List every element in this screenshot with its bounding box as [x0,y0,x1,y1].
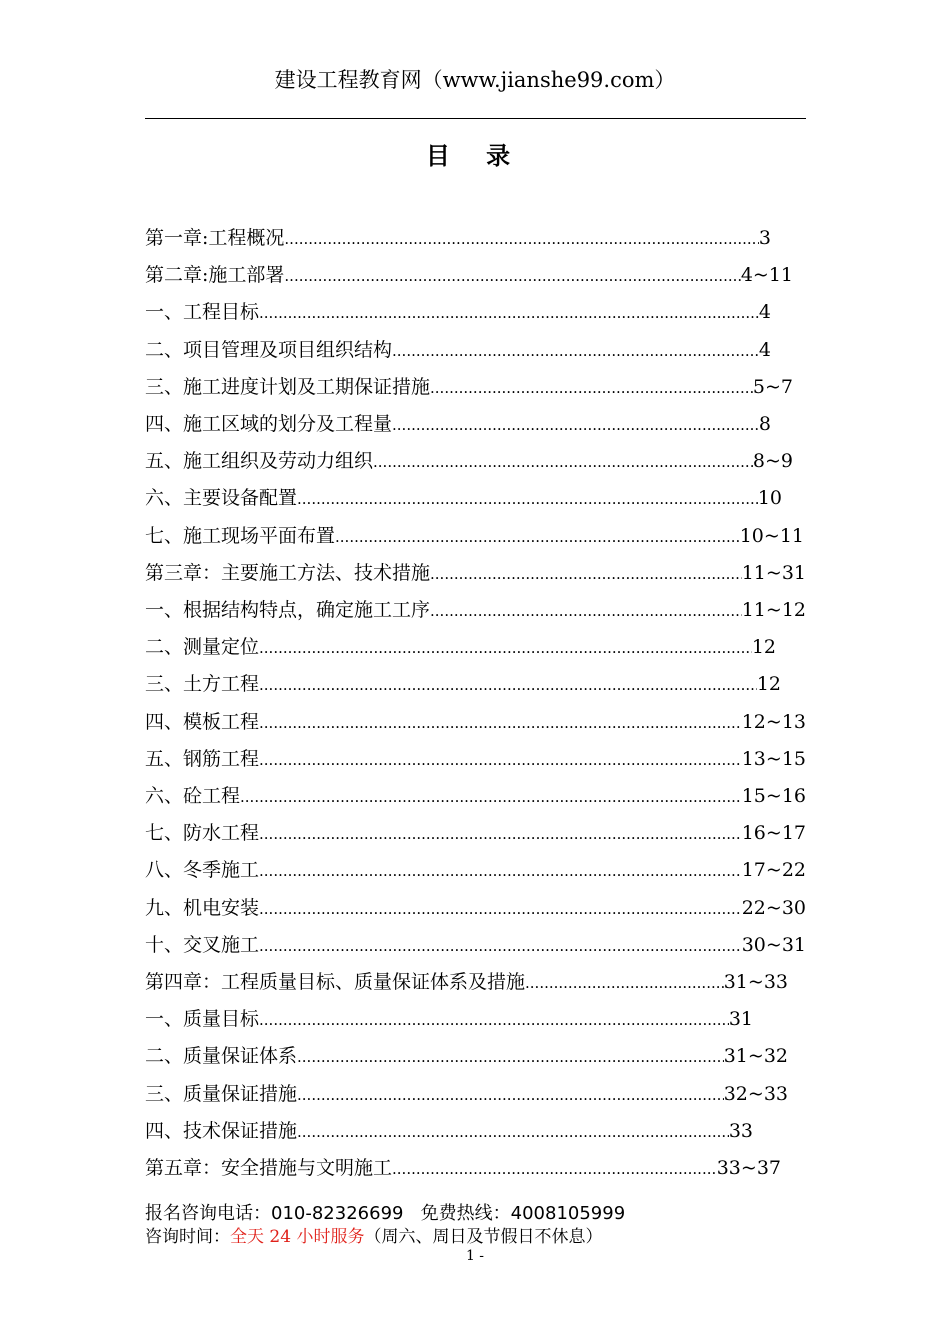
page-number: 1 - [465,1248,485,1264]
toc-dot-leader [259,742,742,778]
toc-dot-leader [297,1114,729,1150]
toc-entry[interactable] [145,257,793,293]
toc-entry-label: 九、机电安装 [145,896,260,919]
hotline-label: 免费热线： [420,1203,511,1224]
toc-entry[interactable] [145,294,771,330]
hours-highlight: 全天 24 小时服务 [230,1227,365,1247]
toc-entry-label: 二、项目管理及项目组织结构 [145,338,393,361]
toc-dot-leader [430,593,742,629]
toc-dot-leader [297,1039,724,1075]
toc-dot-leader [259,853,742,889]
toc-dot-leader [392,333,759,369]
toc-dot-leader [259,891,742,927]
toc-entry-page: 4~11 [740,264,793,287]
toc-entry-page: 8 [758,413,771,435]
toc-entry[interactable] [145,1001,753,1037]
hours-note: （周六、周日及节假日不休息） [364,1227,603,1247]
toc-entry-label: 三、施工进度计划及工期保证措施 [145,375,431,398]
toc-dot-leader [392,407,759,443]
toc-entry-label: 五、钢筋工程 [145,747,260,770]
toc-entry-label: 四、模板工程 [145,710,260,733]
toc-dot-leader [259,295,759,331]
toc-entry[interactable] [145,332,771,368]
toc-entry-label: 三、质量保证措施 [145,1082,298,1105]
toc-entry-label: 第二章:施工部署 [145,264,285,287]
toc-entry[interactable] [145,815,806,851]
toc-entry-page: 31~32 [723,1045,788,1068]
toc-entry[interactable] [145,704,806,740]
toc-entry[interactable] [145,1038,788,1074]
toc-entry-label: 一、质量目标 [145,1008,260,1031]
toc-entry[interactable] [145,927,806,963]
toc-entry-label: 第五章：安全措施与文明施工 [145,1157,393,1179]
toc-entry-page: 33~37 [716,1157,781,1179]
toc-entry-label: 二、测量定位 [145,636,260,659]
toc-entry-page: 32~33 [723,1082,788,1105]
document-footer [145,1202,806,1248]
toc-entry-page: 10 [757,487,782,510]
toc-entry-label: 第三章：主要施工方法、技术措施 [145,561,431,584]
toc-dot-leader [297,481,758,517]
toc-entry[interactable] [145,852,806,888]
toc-entry-page: 10~11 [739,524,804,547]
footer-contact-line [145,1202,806,1226]
toc-entry[interactable] [145,443,793,479]
toc-dot-leader [430,370,753,406]
toc-dot-leader [297,1077,724,1113]
toc-entry-page: 16~17 [741,822,806,845]
toc-entry-label: 二、质量保证体系 [145,1045,298,1068]
toc-entry-page: 11~12 [741,599,806,621]
toc-entry[interactable] [145,592,806,628]
toc-dot-leader [240,779,742,815]
toc-entry-page: 8~9 [752,450,793,473]
toc-entry-page: 5~7 [752,375,793,398]
toc-entry-label: 七、防水工程 [145,822,260,845]
toc-entry[interactable] [145,555,806,591]
toc-entry[interactable] [145,369,793,405]
toc-entry-page: 12~13 [741,710,806,733]
toc-entry-page: 31~33 [723,971,788,993]
toc-entry[interactable] [145,778,806,814]
toc-dot-leader [335,519,740,555]
toc-entry-label: 第四章：工程质量目标、质量保证体系及措施 [145,971,526,993]
toc-entry[interactable] [145,1150,781,1186]
toc-dot-leader [259,928,742,964]
toc-entry[interactable] [145,1076,788,1112]
toc-dot-leader [284,221,759,257]
toc-entry[interactable] [145,741,806,777]
toc-entry-label: 七、施工现场平面布置 [145,524,336,547]
toc-entry-label: 一、根据结构特点，确定施工工序 [145,599,431,621]
toc-entry-page: 33 [728,1119,753,1142]
toc-entry[interactable] [145,518,804,554]
document-header: 建设工程教育网（www.jianshe99.com） [274,68,676,92]
toc-entry-page: 12 [756,673,781,696]
header-divider [145,118,806,119]
toc-entry-label: 四、施工区域的划分及工程量 [145,413,393,435]
toc-entry[interactable] [145,480,782,516]
toc-entry-page: 12 [751,636,776,659]
toc-dot-leader [373,444,753,480]
toc-entry-page: 31 [728,1008,753,1031]
toc-dot-leader [259,1002,729,1038]
footer-hours-line [145,1226,806,1248]
toc-entry-label: 一、工程目标 [145,301,260,324]
toc-dot-leader [259,705,742,741]
toc-entry-label: 六、主要设备配置 [145,487,298,510]
toc-dot-leader [259,630,752,666]
toc-entry-page: 13~15 [741,747,806,770]
toc-entry[interactable] [145,1113,753,1149]
hotline-number: 4008105999 [510,1203,626,1224]
toc-entry-page: 4 [758,301,771,324]
toc-dot-leader [525,965,724,1001]
toc-entry-page: 15~16 [741,785,806,807]
toc-entry-page: 11~31 [741,561,806,584]
toc-entry-label: 三、土方工程 [145,673,260,696]
toc-entry-page: 17~22 [741,859,806,882]
toc-entry-label: 六、砼工程 [145,785,241,807]
phone-number: 010-82326699 [271,1203,404,1224]
toc-dot-leader [259,816,742,852]
toc-entry[interactable] [145,964,788,1000]
toc-entry-label: 八、冬季施工 [145,859,260,882]
page-title: 目 录 [425,141,525,170]
toc-dot-leader [430,556,742,592]
toc-entry-label: 十、交叉施工 [145,933,260,956]
toc-entry-page: 30~31 [741,933,806,956]
toc-dot-leader [284,258,740,294]
toc-entry-page: 22~30 [741,896,806,919]
toc-entry-page: 3 [758,227,771,249]
toc-entry[interactable] [145,629,776,665]
toc-entry[interactable] [145,666,781,702]
toc-entry[interactable] [145,890,806,926]
toc-entry-page: 4 [758,338,771,361]
toc-entry[interactable] [145,220,771,256]
toc-dot-leader [259,667,757,703]
toc-entry-label: 四、技术保证措施 [145,1119,298,1142]
toc-dot-leader [392,1151,717,1187]
toc-entry-label: 第一章:工程概况 [145,227,285,249]
hours-label: 咨询时间： [145,1227,230,1247]
toc-entry[interactable] [145,406,771,442]
toc-entry-label: 五、施工组织及劳动力组织 [145,450,374,473]
phone-label: 报名咨询电话： [145,1203,271,1224]
